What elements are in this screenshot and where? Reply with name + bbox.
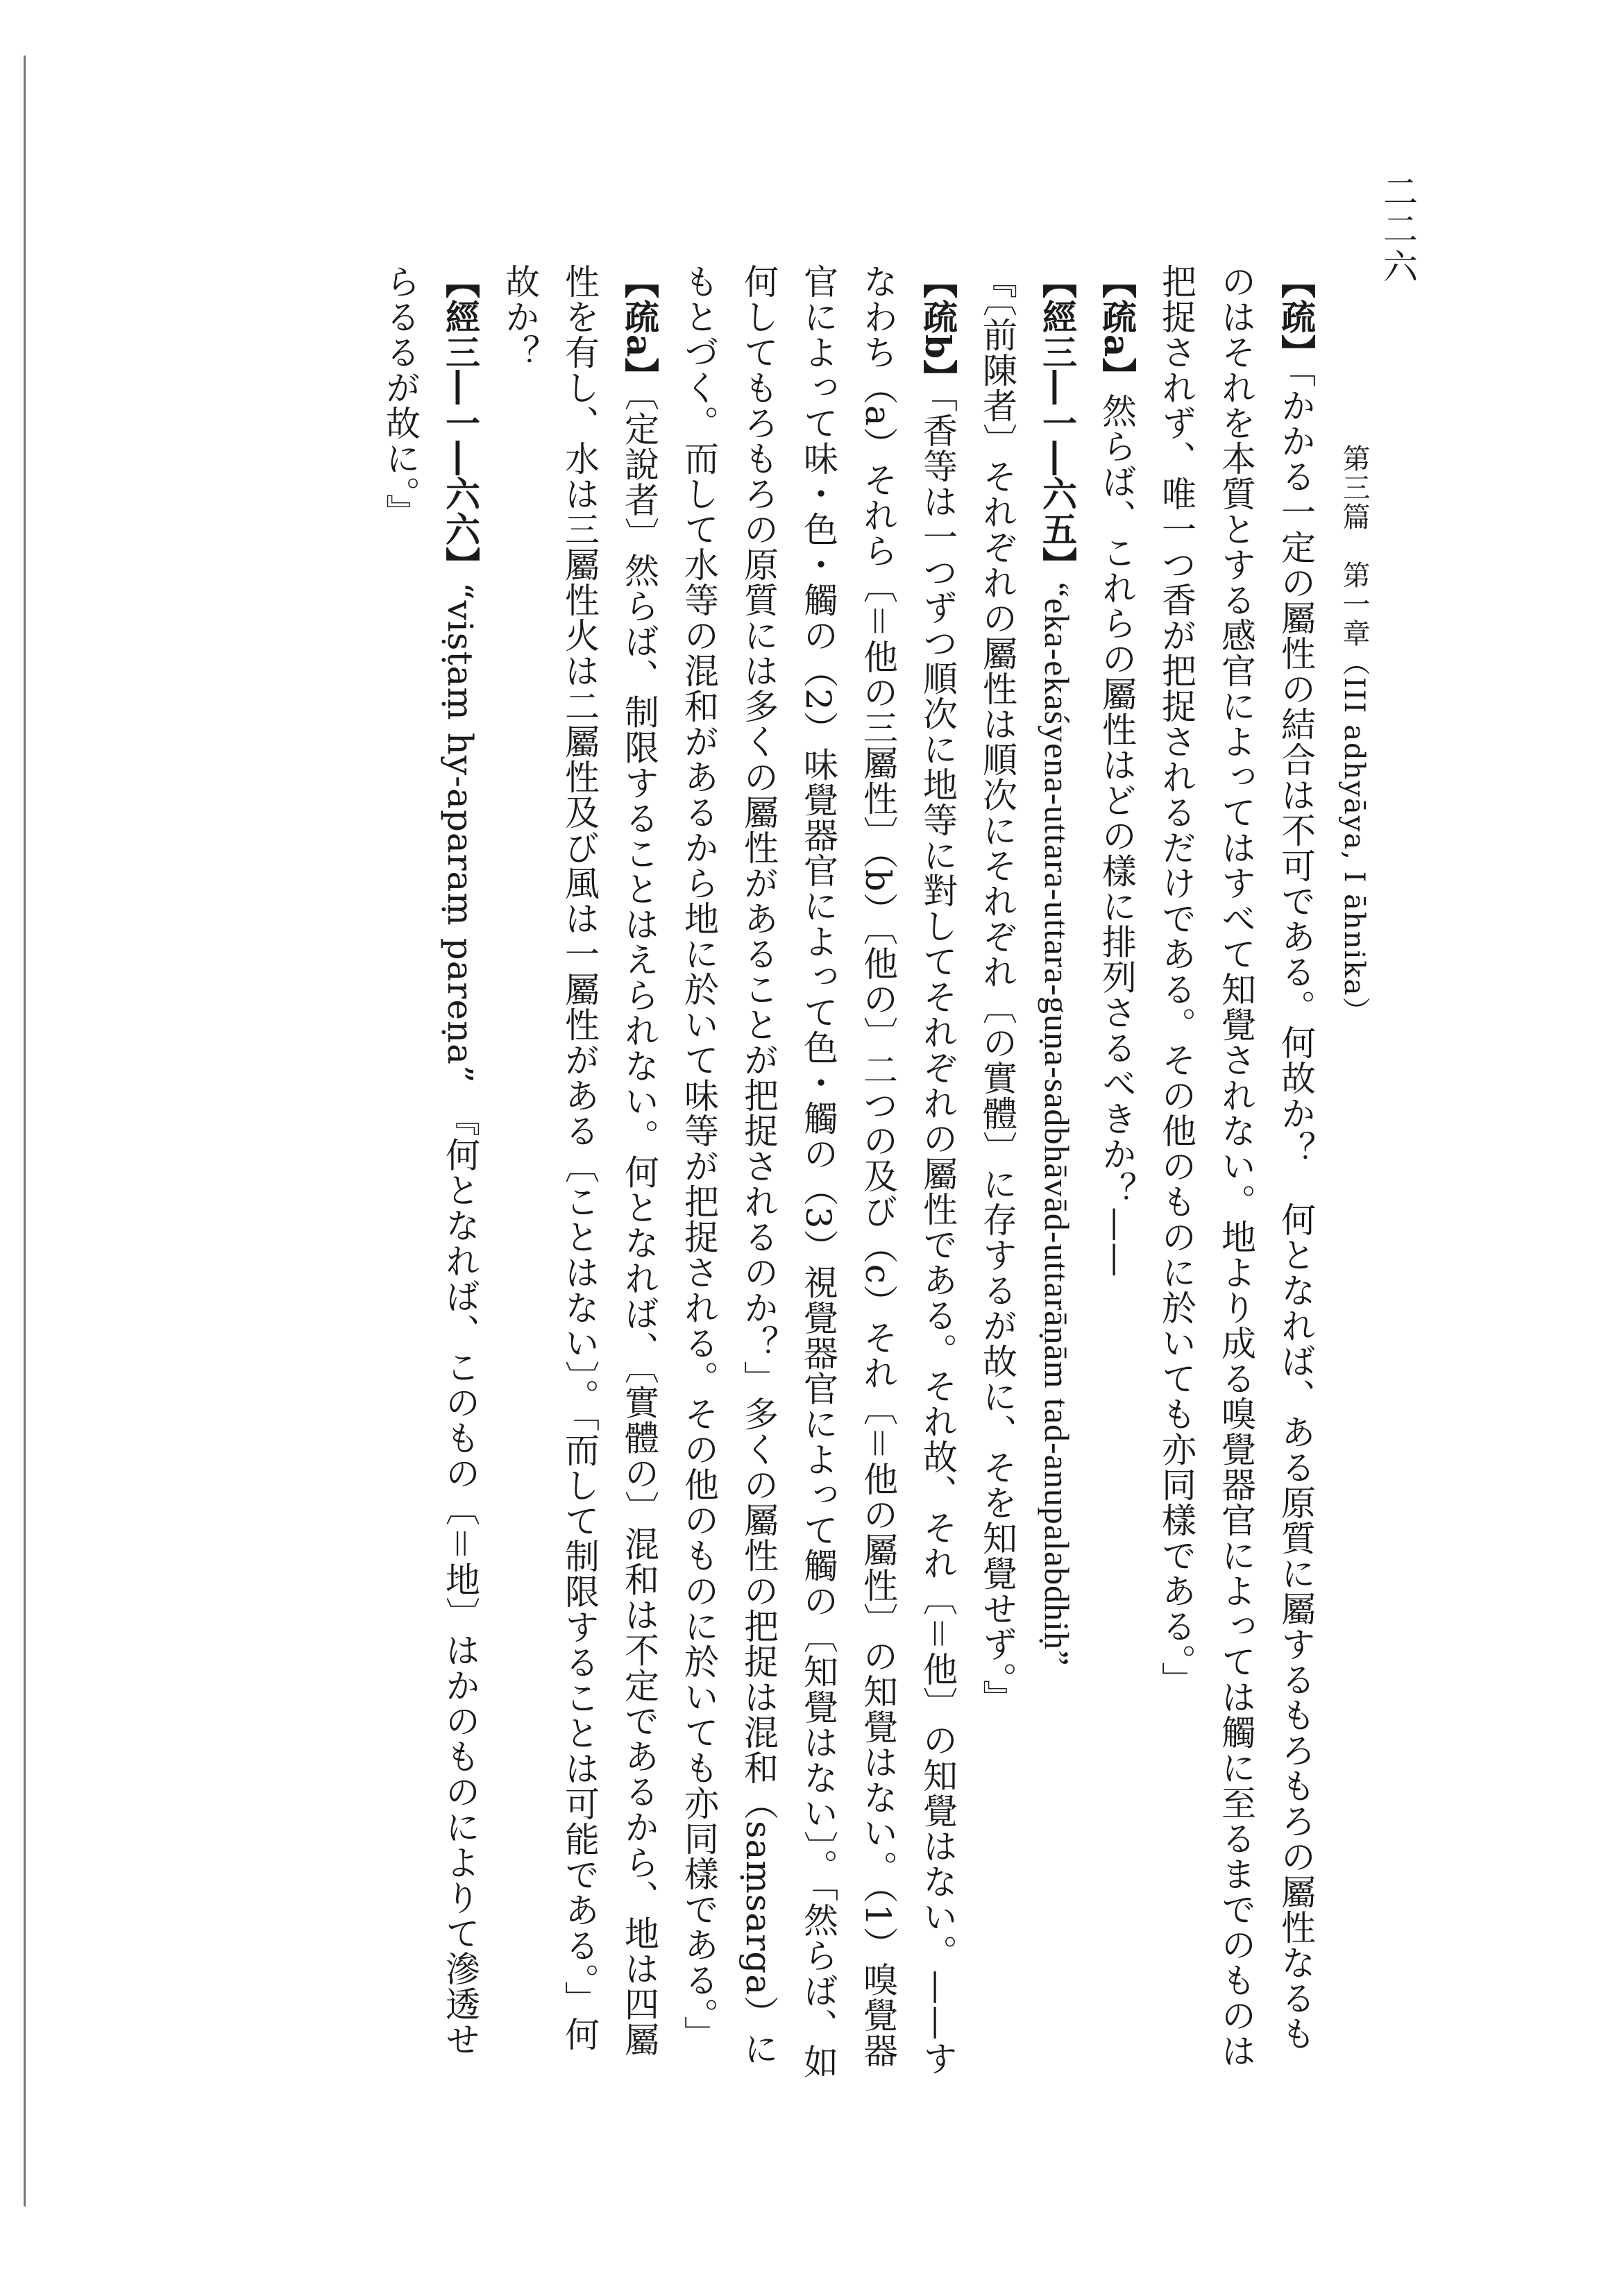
page-number: 二二六 <box>1378 173 1418 286</box>
paragraph-marker: 【疏】 <box>1276 264 1317 370</box>
body-text <box>180 264 1326 2082</box>
paragraph-marker: 【疏b】 <box>917 264 958 395</box>
page-edge-rule <box>24 56 26 2206</box>
paragraph-text: 「香等は一つずつ順次に地等に對してそれぞれの屬性である。それ故、それ〔＝他〕の知覺はない。——すなわち（a）それら〔＝他の三屬性〕（b）〔他の〕二つの及び（c）それ〔＝他の屬性〕の知覺はない。（1）嗅覺器官によって味・色・觸の（2）味覺器官によって色・觸の（3）視覺器官によって觸の〔知覺はない〕。「然らば、如何してもろもろの原質には多くの屬性があることが把捉されるのか？」多くの屬性の把捉は混和（saṃsarga）にもとづく。而して水等の混和があるから地に於いて味等が把捉される。その他のものに於いても亦同樣である。」 <box>679 264 958 2080</box>
paragraph-text: “viṣṭaṃ hy-aparaṃ pareṇa” 『何となれば、このもの〔＝地〕はかのものによりて滲透せらるるが故に。』 <box>380 264 480 2057</box>
paragraph-text: “eka-ekaśyena-uttara-uttara-guṇa-sadbhāvād-uttarāṇām tad-anupalabdhiḥ” <box>1038 582 1076 1667</box>
paragraph-commentary-1 <box>1147 264 1326 2082</box>
paragraph-sutra-translation <box>967 264 1027 2082</box>
paragraph-commentary-b <box>669 264 967 2082</box>
running-header: 第三篇 第一章（III adhyāya, I āhnika） <box>1338 444 1370 1026</box>
paragraph-sutra-3-1-65 <box>1027 264 1087 2082</box>
paragraph-sutra-3-1-66 <box>371 264 490 2082</box>
paragraph-text: 〔定說者〕然らば、制限することはえられない。何となれば、〔實體の〕混和は不定であるから、地は四屬性を有し、水は三屬性火は二屬性及び風は一屬性がある〔ことはない〕。「而して制限することは可能である。」何故か？ <box>500 264 659 2057</box>
paragraph-commentary-a-1 <box>1087 264 1147 2082</box>
paragraph-text: 『〔前陳者〕それぞれの屬性は順次にそれぞれ〔の實體〕に存するが故に、そを知覺せず。』 <box>977 264 1017 1715</box>
paragraph-text: 然らば、これらの屬性はどの樣に排列さるべきか？—— <box>1097 393 1137 1278</box>
paragraph-marker: 【疏a】 <box>619 264 660 393</box>
paragraph-marker: 【經三―一―六六】 <box>440 264 481 582</box>
paragraph-marker: 【經三―一―六五】 <box>1037 264 1078 582</box>
paragraph-marker: 【疏a】 <box>1097 264 1137 393</box>
paragraph-commentary-a-2 <box>490 264 669 2082</box>
paragraph-text: 「かかる一定の屬性の結合は不可である。何故か？ 何となれば、ある原質に屬するもろもろの屬性なるものはそれを本質とする感官によってはすべて知覺されない。地より成る嗅覺器官によっては觸に至るまでのものは把捉されず、唯一つ香が把捉されるだけである。その他のものに於いても亦同樣である。」 <box>1156 264 1316 2068</box>
